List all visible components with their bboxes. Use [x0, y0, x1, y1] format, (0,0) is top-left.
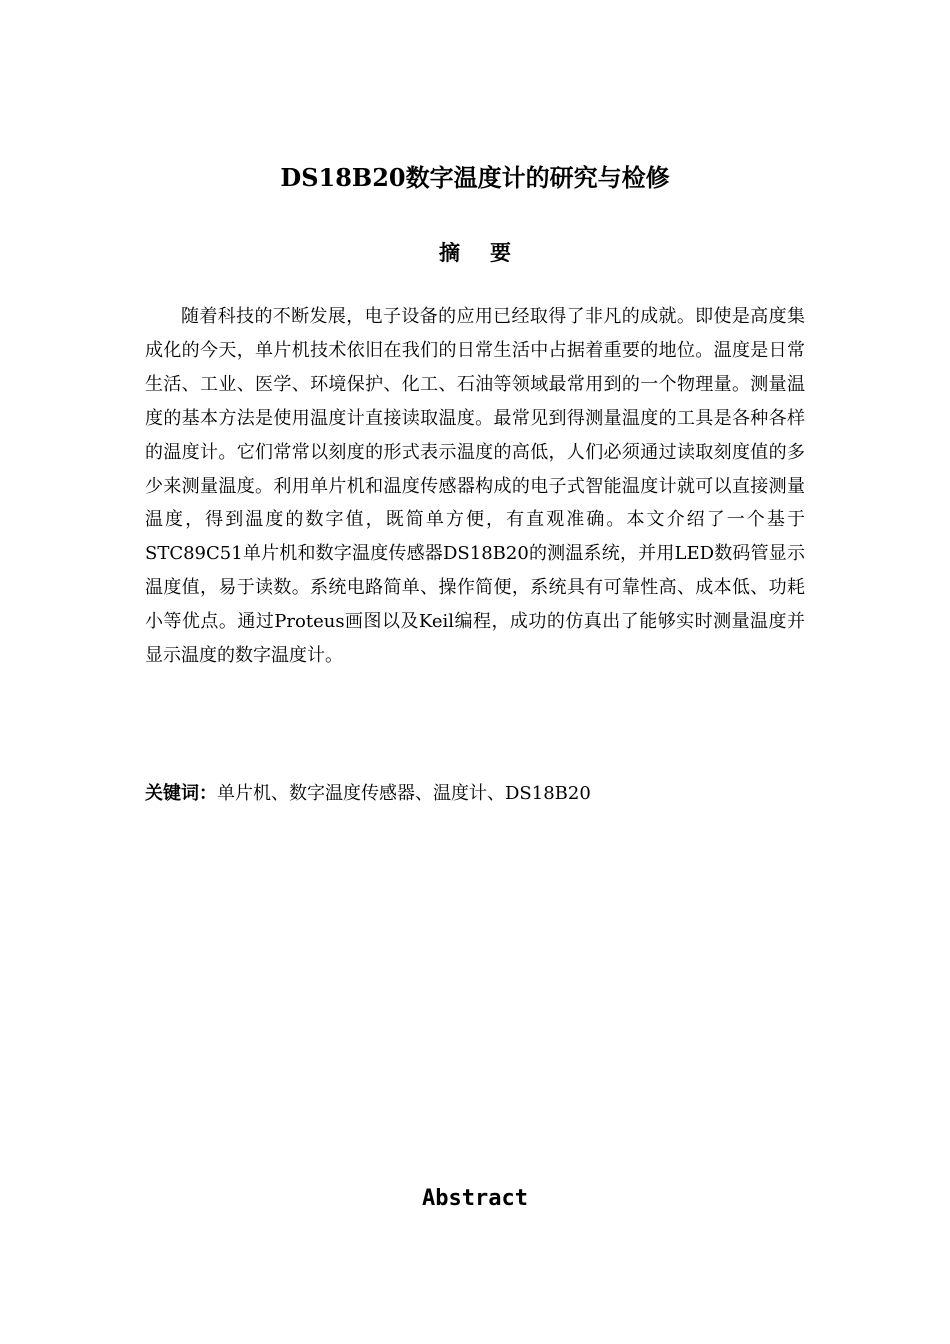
- keywords-label: 关键词：: [145, 783, 217, 804]
- abstract-body: 随着科技的不断发展，电子设备的应用已经取得了非凡的成就。即使是高度集成化的今天，单片机技术依旧在我们的日常生活中占据着重要的地位。温度是日常生活、工业、医学、环境保护、化工、石油等领域最常用到的一个物理量。测量温度的基本方法是使用温度计直接读取温度。最常见到得测量温度的工具是各种各样的温度计。它们常常以刻度的形式表示温度的高低，人们必须通过读取刻度值的多少来测量温度。利用单片机和温度传感器构成的电子式智能温度计就可以直接测量温度，得到温度的数字值，既简单方便，有直观准确。本文介绍了一个基于STC89C51单片机和数字温度传感器DS18B20的测温系统，并用LED数码管显示温度值，易于读数。系统电路简单、操作简便，系统具有可靠性高、成本低、功耗小等优点。通过Proteus画图以及Keil编程，成功的仿真出了能够实时测量温度并显示温度的数字温度计。: [145, 306, 805, 667]
- document-title: DS18B20数字温度计的研究与检修: [280, 163, 670, 192]
- abstract-heading: 摘要: [439, 241, 541, 265]
- keywords-value: 单片机、数字温度传感器、温度计、DS18B20: [217, 783, 591, 804]
- keywords-line: [145, 778, 805, 810]
- english-abstract-heading: Abstract: [422, 1186, 528, 1211]
